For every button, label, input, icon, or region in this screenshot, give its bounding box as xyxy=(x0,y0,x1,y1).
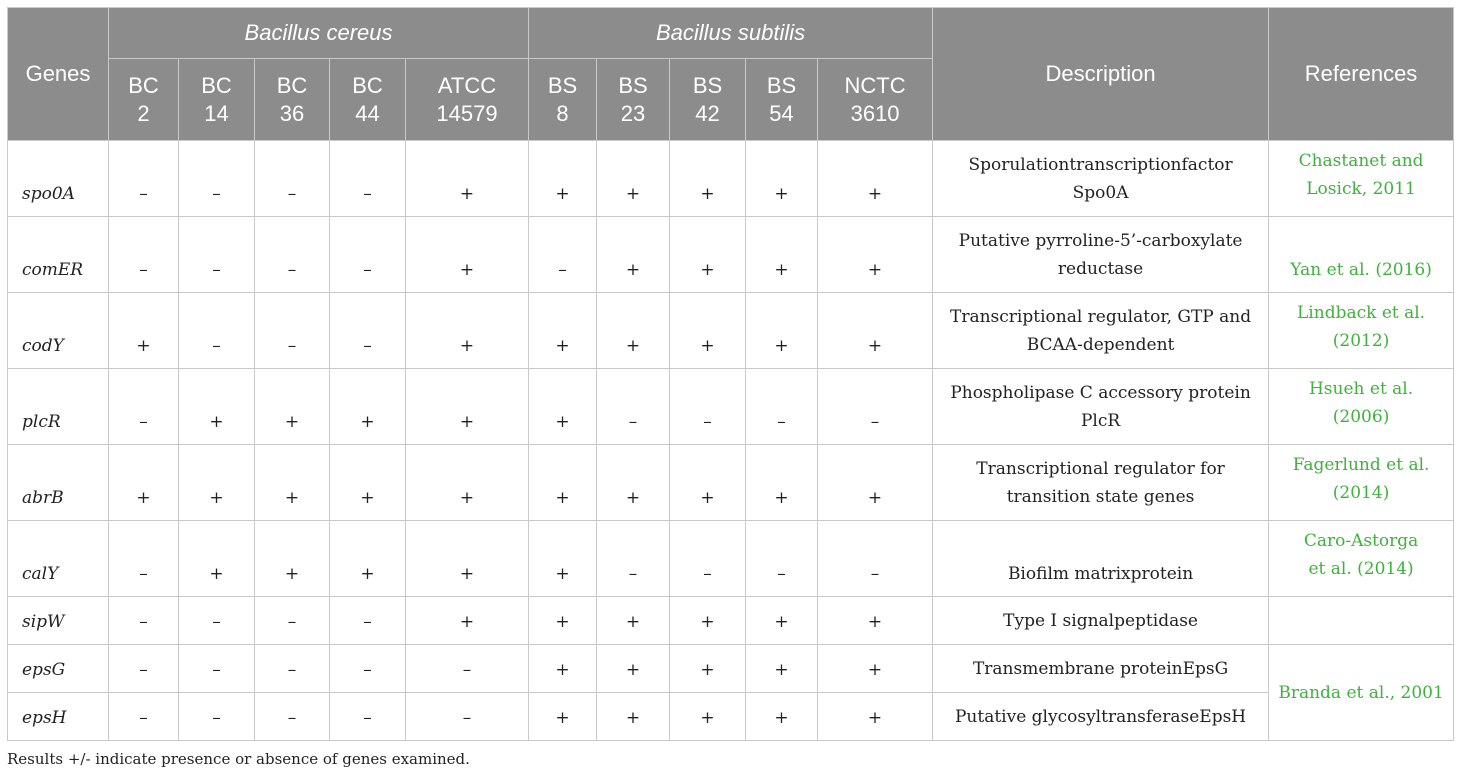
presence-mark: + xyxy=(818,141,933,217)
reference-cell[interactable] xyxy=(1269,141,1454,217)
presence-mark: – xyxy=(330,597,406,645)
presence-mark: + xyxy=(109,445,179,521)
strain-number: 42 xyxy=(695,100,720,126)
presence-mark: – xyxy=(330,693,406,741)
presence-mark: – xyxy=(179,141,255,217)
strain-prefix: BS xyxy=(766,72,797,98)
presence-mark: – xyxy=(109,521,179,597)
presence-mark: + xyxy=(746,597,818,645)
presence-mark: – xyxy=(109,217,179,293)
presence-mark: + xyxy=(179,369,255,445)
strain-prefix: BS xyxy=(692,72,723,98)
presence-mark: + xyxy=(529,521,597,597)
strain-prefix: BC xyxy=(352,72,383,98)
table-row xyxy=(8,597,1454,645)
reference-cell[interactable] xyxy=(1269,369,1454,445)
strain-prefix: BC xyxy=(276,72,308,98)
strain-number: 14579 xyxy=(436,100,498,126)
presence-mark: + xyxy=(406,521,529,597)
presence-mark: – xyxy=(255,645,330,693)
strain-number: 3610 xyxy=(850,100,900,126)
presence-mark: + xyxy=(179,521,255,597)
strain-prefix: BS xyxy=(618,72,648,98)
presence-mark: + xyxy=(597,693,670,741)
strain-number: 36 xyxy=(279,100,305,126)
table-footnote: Results +/- indicate presence or absence of genes examined. xyxy=(7,750,470,768)
presence-mark: + xyxy=(330,369,406,445)
presence-mark: – xyxy=(597,369,670,445)
presence-mark: – xyxy=(255,597,330,645)
reference-link[interactable]: (2012) xyxy=(1332,331,1390,351)
description-line: Transcriptional regulator, GTP and xyxy=(950,306,1252,327)
description-line: PlcR xyxy=(1080,410,1121,431)
presence-mark: + xyxy=(670,645,746,693)
table-row xyxy=(8,293,1454,369)
presence-mark: + xyxy=(746,645,818,693)
strain-header xyxy=(179,59,255,141)
table-container xyxy=(7,7,1453,741)
table-row xyxy=(8,141,1454,217)
presence-mark: + xyxy=(597,217,670,293)
gene-description xyxy=(933,645,1269,693)
presence-mark: – xyxy=(597,521,670,597)
presence-mark: + xyxy=(818,597,933,645)
reference-link[interactable]: Fagerlund et al. xyxy=(1292,455,1430,475)
presence-mark: + xyxy=(597,141,670,217)
description-line: Spo0A xyxy=(1072,182,1129,203)
strain-number: 54 xyxy=(769,100,794,126)
presence-mark: + xyxy=(597,445,670,521)
description-line: Putative glycosyltransferaseEpsH xyxy=(954,706,1247,727)
reference-link[interactable]: Yan et al. (2016) xyxy=(1290,260,1432,280)
presence-mark: + xyxy=(406,369,529,445)
presence-mark: – xyxy=(670,369,746,445)
presence-mark: + xyxy=(406,445,529,521)
presence-mark: + xyxy=(818,445,933,521)
table-row xyxy=(8,521,1454,597)
description-line: Sporulationtranscriptionfactor xyxy=(968,154,1233,175)
reference-link[interactable]: Losick, 2011 xyxy=(1306,179,1416,199)
presence-mark: + xyxy=(818,217,933,293)
description-line: Biofilm matrixprotein xyxy=(1007,564,1194,584)
gene-name: abrB xyxy=(8,445,109,521)
strain-header xyxy=(818,59,933,141)
presence-mark: + xyxy=(109,293,179,369)
strain-header xyxy=(746,59,818,141)
presence-mark: + xyxy=(255,445,330,521)
reference-link[interactable]: Chastanet and xyxy=(1298,151,1424,171)
presence-mark: + xyxy=(529,597,597,645)
description-header: Description xyxy=(933,8,1269,141)
gene-name: spo0A xyxy=(8,141,109,217)
strain-prefix: ATCC xyxy=(437,72,497,98)
presence-mark: – xyxy=(179,217,255,293)
references-header: References xyxy=(1269,8,1454,141)
table-row xyxy=(8,445,1454,521)
presence-mark: – xyxy=(255,293,330,369)
presence-mark: + xyxy=(529,445,597,521)
presence-mark: + xyxy=(255,369,330,445)
presence-mark: – xyxy=(746,369,818,445)
presence-mark: + xyxy=(406,293,529,369)
presence-mark: – xyxy=(406,693,529,741)
gene-name: sipW xyxy=(8,597,109,645)
strain-header xyxy=(670,59,746,141)
table-row xyxy=(8,645,1454,693)
presence-mark: – xyxy=(330,293,406,369)
presence-mark: + xyxy=(746,293,818,369)
description-line: Putative pyrroline-5’-carboxylate xyxy=(958,230,1243,251)
presence-mark: – xyxy=(109,597,179,645)
presence-mark: – xyxy=(406,645,529,693)
description-line: Transcriptional regulator for xyxy=(976,458,1225,479)
presence-mark: + xyxy=(179,445,255,521)
strain-header xyxy=(109,59,179,141)
table-row xyxy=(8,369,1454,445)
strain-prefix: BC xyxy=(201,72,232,98)
reference-link[interactable]: Hsueh et al. xyxy=(1308,379,1414,399)
gene-name: epsH xyxy=(8,693,109,741)
presence-mark: + xyxy=(597,597,670,645)
strain-header xyxy=(406,59,529,141)
reference-cell[interactable] xyxy=(1269,217,1454,293)
reference-cell[interactable] xyxy=(1269,645,1454,741)
presence-mark: + xyxy=(529,141,597,217)
presence-mark: – xyxy=(670,521,746,597)
gene-presence-table xyxy=(7,7,1454,741)
table-row xyxy=(8,217,1454,293)
strain-header xyxy=(597,59,670,141)
gene-name: codY xyxy=(8,293,109,369)
presence-mark: – xyxy=(529,217,597,293)
presence-mark: + xyxy=(670,141,746,217)
presence-mark: – xyxy=(330,645,406,693)
strain-prefix: NCTC xyxy=(844,72,906,98)
presence-mark: + xyxy=(818,693,933,741)
presence-mark: – xyxy=(109,693,179,741)
reference-cell[interactable] xyxy=(1269,597,1454,645)
strain-header xyxy=(529,59,597,141)
reference-cell[interactable] xyxy=(1269,445,1454,521)
presence-mark: + xyxy=(330,521,406,597)
presence-mark: + xyxy=(529,293,597,369)
presence-mark: – xyxy=(746,521,818,597)
gene-description xyxy=(933,521,1269,597)
presence-mark: + xyxy=(818,293,933,369)
strain-header xyxy=(255,59,330,141)
presence-mark: + xyxy=(529,693,597,741)
presence-mark: – xyxy=(255,693,330,741)
presence-mark: + xyxy=(406,217,529,293)
presence-mark: + xyxy=(746,217,818,293)
presence-mark: – xyxy=(255,141,330,217)
presence-mark: – xyxy=(179,293,255,369)
strain-number: 44 xyxy=(355,100,380,126)
presence-mark: + xyxy=(746,445,818,521)
genes-header: Genes xyxy=(8,8,109,141)
gene-description xyxy=(933,141,1269,217)
presence-mark: + xyxy=(818,645,933,693)
reference-cell[interactable] xyxy=(1269,293,1454,369)
gene-description xyxy=(933,597,1269,645)
reference-link[interactable]: (2014) xyxy=(1332,483,1390,503)
presence-mark: – xyxy=(330,141,406,217)
presence-mark: + xyxy=(670,693,746,741)
presence-mark: – xyxy=(109,645,179,693)
description-line: Type I signalpeptidase xyxy=(1003,610,1198,631)
strain-header xyxy=(330,59,406,141)
presence-mark: + xyxy=(746,693,818,741)
presence-mark: + xyxy=(597,645,670,693)
species-header-subtilis: Bacillus subtilis xyxy=(529,8,933,59)
reference-link[interactable]: Branda et al., 2001 xyxy=(1278,682,1444,703)
presence-mark: + xyxy=(406,141,529,217)
gene-name: plcR xyxy=(8,369,109,445)
presence-mark: + xyxy=(330,445,406,521)
description-line: Phospholipase C accessory protein xyxy=(950,382,1251,403)
presence-mark: + xyxy=(529,369,597,445)
description-line: BCAA-dependent xyxy=(1026,334,1175,355)
presence-mark: – xyxy=(109,369,179,445)
strain-prefix: BS xyxy=(547,72,578,98)
gene-name: calY xyxy=(8,521,109,597)
description-line: Transmembrane proteinEpsG xyxy=(972,658,1229,679)
presence-mark: + xyxy=(670,217,746,293)
presence-mark: – xyxy=(179,645,255,693)
reference-link[interactable]: et al. (2014) xyxy=(1308,559,1414,579)
gene-description xyxy=(933,693,1269,741)
reference-link[interactable]: Lindback et al. xyxy=(1297,303,1426,323)
presence-mark: + xyxy=(670,445,746,521)
presence-mark: + xyxy=(670,293,746,369)
gene-description xyxy=(933,217,1269,293)
presence-mark: + xyxy=(255,521,330,597)
table-row xyxy=(8,693,1454,741)
strain-number: 23 xyxy=(620,100,646,126)
gene-name: epsG xyxy=(8,645,109,693)
presence-mark: – xyxy=(179,693,255,741)
description-line: transition state genes xyxy=(1006,486,1195,507)
strain-number: 8 xyxy=(556,100,569,126)
presence-mark: – xyxy=(818,369,933,445)
presence-mark: – xyxy=(179,597,255,645)
presence-mark: + xyxy=(597,293,670,369)
gene-description xyxy=(933,445,1269,521)
presence-mark: + xyxy=(406,597,529,645)
reference-link[interactable]: (2006) xyxy=(1332,407,1390,427)
reference-link[interactable]: Caro-Astorga xyxy=(1303,531,1419,551)
species-header-cereus: Bacillus cereus xyxy=(109,8,529,59)
gene-name: comER xyxy=(8,217,109,293)
presence-mark: – xyxy=(255,217,330,293)
presence-mark: – xyxy=(109,141,179,217)
presence-mark: + xyxy=(529,645,597,693)
strain-prefix: BC xyxy=(128,72,159,98)
gene-description xyxy=(933,369,1269,445)
reference-cell[interactable] xyxy=(1269,521,1454,597)
strain-number: 2 xyxy=(137,100,150,126)
gene-description xyxy=(933,293,1269,369)
presence-mark: + xyxy=(746,141,818,217)
presence-mark: + xyxy=(670,597,746,645)
description-line: reductase xyxy=(1057,258,1144,279)
strain-number: 14 xyxy=(204,100,229,126)
presence-mark: – xyxy=(330,217,406,293)
presence-mark: – xyxy=(818,521,933,597)
